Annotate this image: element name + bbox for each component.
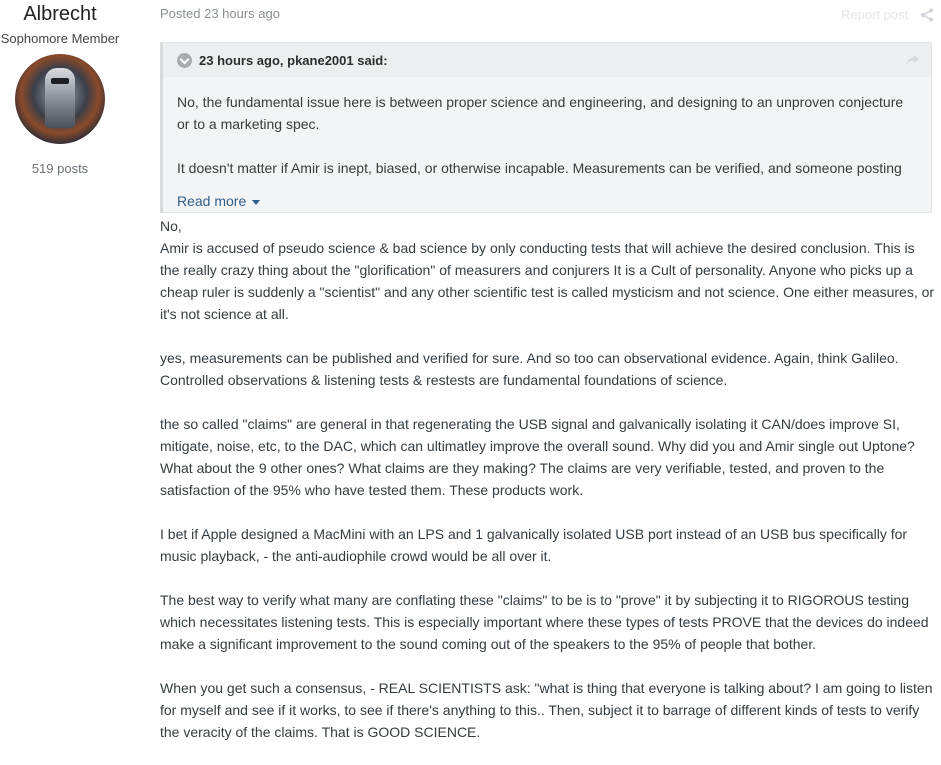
quote-paragraph: It doesn't matter if Amir is inept, biased, or otherwise incapable. Measurements can be verified, and someone posting <box>177 160 902 176</box>
share-icon[interactable] <box>920 8 934 22</box>
post-paragraph: The best way to verify what many are conflating these "claims" to be is to "prove" it by subjecting it to RIGOROUS testing which necessitates listening tests. This is especially important where these types of tests PROVE that the devices do indeed make a significant improvement to the sound coming out of the speakers to the 95% of people that bother. <box>160 592 929 652</box>
quote-reply-arrow-icon[interactable] <box>905 53 921 67</box>
post-timestamp[interactable]: Posted 23 hours ago <box>160 6 280 21</box>
caret-down-icon <box>252 200 260 205</box>
post-content <box>160 215 935 765</box>
author-rank: Sophomore Member <box>0 31 120 46</box>
read-more-label: Read more <box>177 193 247 209</box>
author-panel <box>0 0 120 176</box>
post-paragraph: the so called "claims" are general in that regenerating the USB signal and galvanically isolating it CAN/does improve SI, mitigate, noise, etc, to the DAC, which can ultimatley improve the overall sound. Why did you and Amir single out Uptone? What about the 9 other ones? What claims are they making? The claims are very verifiable, tested, and proven to the satisfaction of the 95% who have tested them. These products work. <box>160 416 915 498</box>
collapse-chevron-icon[interactable] <box>177 53 192 68</box>
quote-citation[interactable]: 23 hours ago, pkane2001 said: <box>199 52 388 68</box>
report-post-link[interactable]: Report post <box>841 7 909 22</box>
post-paragraph: When you get such a consensus, - REAL SCIENTISTS ask: "what is thing that everyone is talking about? I am going to listen for myself and see if it works, to see if there's anything to this.. Then, subject it to barrage of different kinds of tests to verify the veracity of the claims. That is GOOD SCIENCE. <box>160 680 933 740</box>
author-name[interactable]: Albrecht <box>23 3 97 25</box>
post-paragraph: Amir is accused of pseudo science & bad science by only conducting tests that will achieve the desired conclusion. This is the really crazy thing about the "glorification" of measurers and conjurers It is a Cult of personality. Anyone who picks up a cheap ruler is suddenly a "scientist" and any other scientific test is called mysticism and not science. One either measures, or it's not science at all. <box>160 240 935 322</box>
post-paragraph: I bet if Apple designed a MacMini with an LPS and 1 galvanically isolated USB port instead of an USB bus specifically for music playback, - the anti-audiophile crowd would be all over it. <box>160 526 908 564</box>
post-paragraph: yes, measurements can be published and verified for sure. And so too can observational evidence. Again, think Galileo. Controlled observations & listening tests & restests are fundamental foundations of science. <box>160 350 899 388</box>
quote-header <box>163 43 931 77</box>
post-paragraph: No, <box>160 218 182 234</box>
author-post-count: 519 posts <box>31 161 89 176</box>
read-more-link[interactable] <box>177 193 260 209</box>
avatar-figure <box>45 68 75 128</box>
avatar-visor <box>51 78 69 84</box>
quote-body <box>163 77 931 179</box>
quote-paragraph: No, the fundamental issue here is between proper science and engineering, and designing to an unproven conjecture or to a marketing spec. <box>177 94 904 132</box>
quote-block <box>160 42 932 213</box>
avatar[interactable] <box>15 54 105 144</box>
